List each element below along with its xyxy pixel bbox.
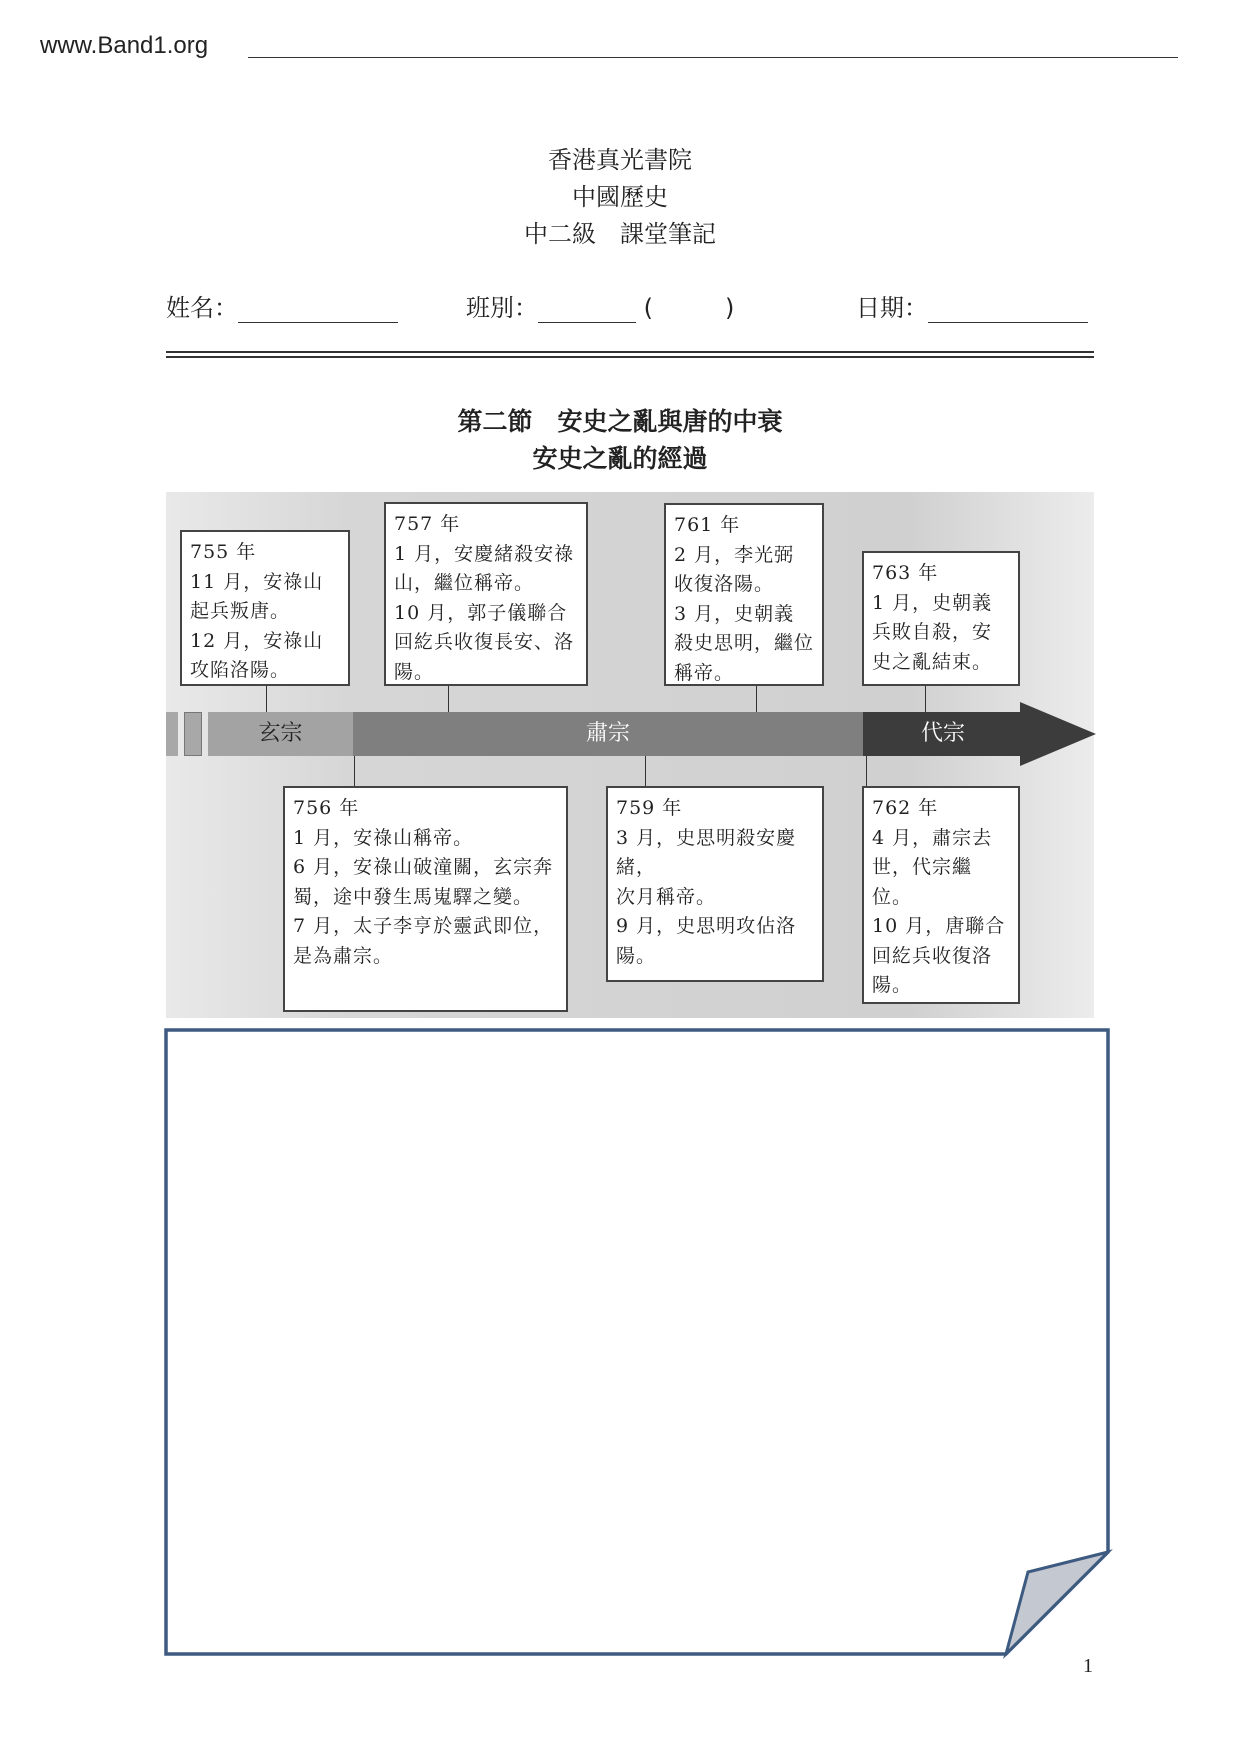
connector-763 xyxy=(925,686,926,712)
event-year: 759 年 xyxy=(616,797,683,819)
event-756 xyxy=(283,786,568,1012)
event-line: 12 月，安祿山攻陷洛陽。 xyxy=(190,629,324,681)
site-url: www.Band1.org xyxy=(40,32,209,59)
event-755 xyxy=(180,530,350,686)
divider-double-top xyxy=(166,351,1094,353)
timeline-arrow-head xyxy=(1020,702,1098,766)
page-number: 1 xyxy=(1083,1655,1093,1677)
subject-name: 中國歷史 xyxy=(572,183,668,211)
event-year: 757 年 xyxy=(394,513,461,535)
class-field[interactable] xyxy=(466,288,734,323)
divider-double-bottom xyxy=(166,356,1094,358)
section-subtitle: 安史之亂的經過 xyxy=(532,444,708,473)
class-label: 班別： xyxy=(466,294,538,322)
name-label: 姓名： xyxy=(166,294,238,322)
timeline-start-block xyxy=(166,712,178,756)
event-761 xyxy=(664,503,824,686)
date-label: 日期： xyxy=(856,294,928,322)
school-name: 香港真光書院 xyxy=(548,146,692,174)
event-line: 10 月，唐聯合回紇兵收復洛陽。 xyxy=(872,915,1006,996)
header-rule xyxy=(248,57,1178,58)
event-year: 755 年 xyxy=(190,541,257,563)
event-year: 761 年 xyxy=(674,514,741,536)
connector-755 xyxy=(266,686,267,712)
event-year: 762 年 xyxy=(872,797,939,819)
event-line: 次月稱帝。 xyxy=(616,885,717,908)
connector-762 xyxy=(866,756,867,786)
class-level: 中二級 課堂筆記 xyxy=(524,220,716,248)
event-year: 763 年 xyxy=(872,562,939,584)
name-field[interactable] xyxy=(166,288,398,323)
note-box[interactable] xyxy=(160,1024,1116,1666)
connector-756 xyxy=(354,756,355,786)
class-blank[interactable] xyxy=(538,300,636,323)
date-blank[interactable] xyxy=(928,300,1088,323)
event-762 xyxy=(862,786,1020,1004)
timeline-start-block xyxy=(184,712,202,756)
event-line: 9 月，史思明攻佔洛陽。 xyxy=(616,915,797,967)
event-year: 756 年 xyxy=(293,797,360,819)
date-field[interactable] xyxy=(856,288,1088,323)
event-line: 7 月，太子李亨於靈武即位，是為肅宗。 xyxy=(293,915,554,967)
event-line: 3 月，史朝義殺史思明，繼位稱帝。 xyxy=(674,602,815,684)
band-daizong: 代宗 xyxy=(863,712,1023,756)
section-title: 第二節 安史之亂與唐的中衰 xyxy=(457,407,783,436)
band-xuanzong: 玄宗 xyxy=(208,712,353,756)
connector-757 xyxy=(448,686,449,712)
name-blank[interactable] xyxy=(238,300,398,323)
class-number-paren: ( ) xyxy=(643,294,735,322)
event-line: 6 月，安祿山破潼關，玄宗奔蜀，途中發生馬嵬驛之變。 xyxy=(293,856,554,908)
band-suzong: 肅宗 xyxy=(353,712,863,756)
event-line: 10 月，郭子儀聯合回紇兵收復長安、洛陽。 xyxy=(394,601,575,683)
event-line: 4 月，肅宗去世，代宗繼位。 xyxy=(872,826,993,908)
connector-761 xyxy=(756,686,757,712)
event-759 xyxy=(606,786,824,982)
event-line: 1 月，史朝義兵敗自殺，安史之亂結束。 xyxy=(872,591,993,673)
event-line: 11 月，安祿山起兵叛唐。 xyxy=(190,570,324,622)
event-763 xyxy=(862,551,1020,686)
event-line: 1 月，安慶緒殺安祿山，繼位稱帝。 xyxy=(394,542,575,594)
event-line: 2 月，李光弼收復洛陽。 xyxy=(674,543,795,595)
connector-759 xyxy=(645,756,646,786)
event-757 xyxy=(384,502,588,686)
event-line: 3 月，史思明殺安慶緒， xyxy=(616,826,797,878)
event-line: 1 月，安祿山稱帝。 xyxy=(293,826,474,849)
